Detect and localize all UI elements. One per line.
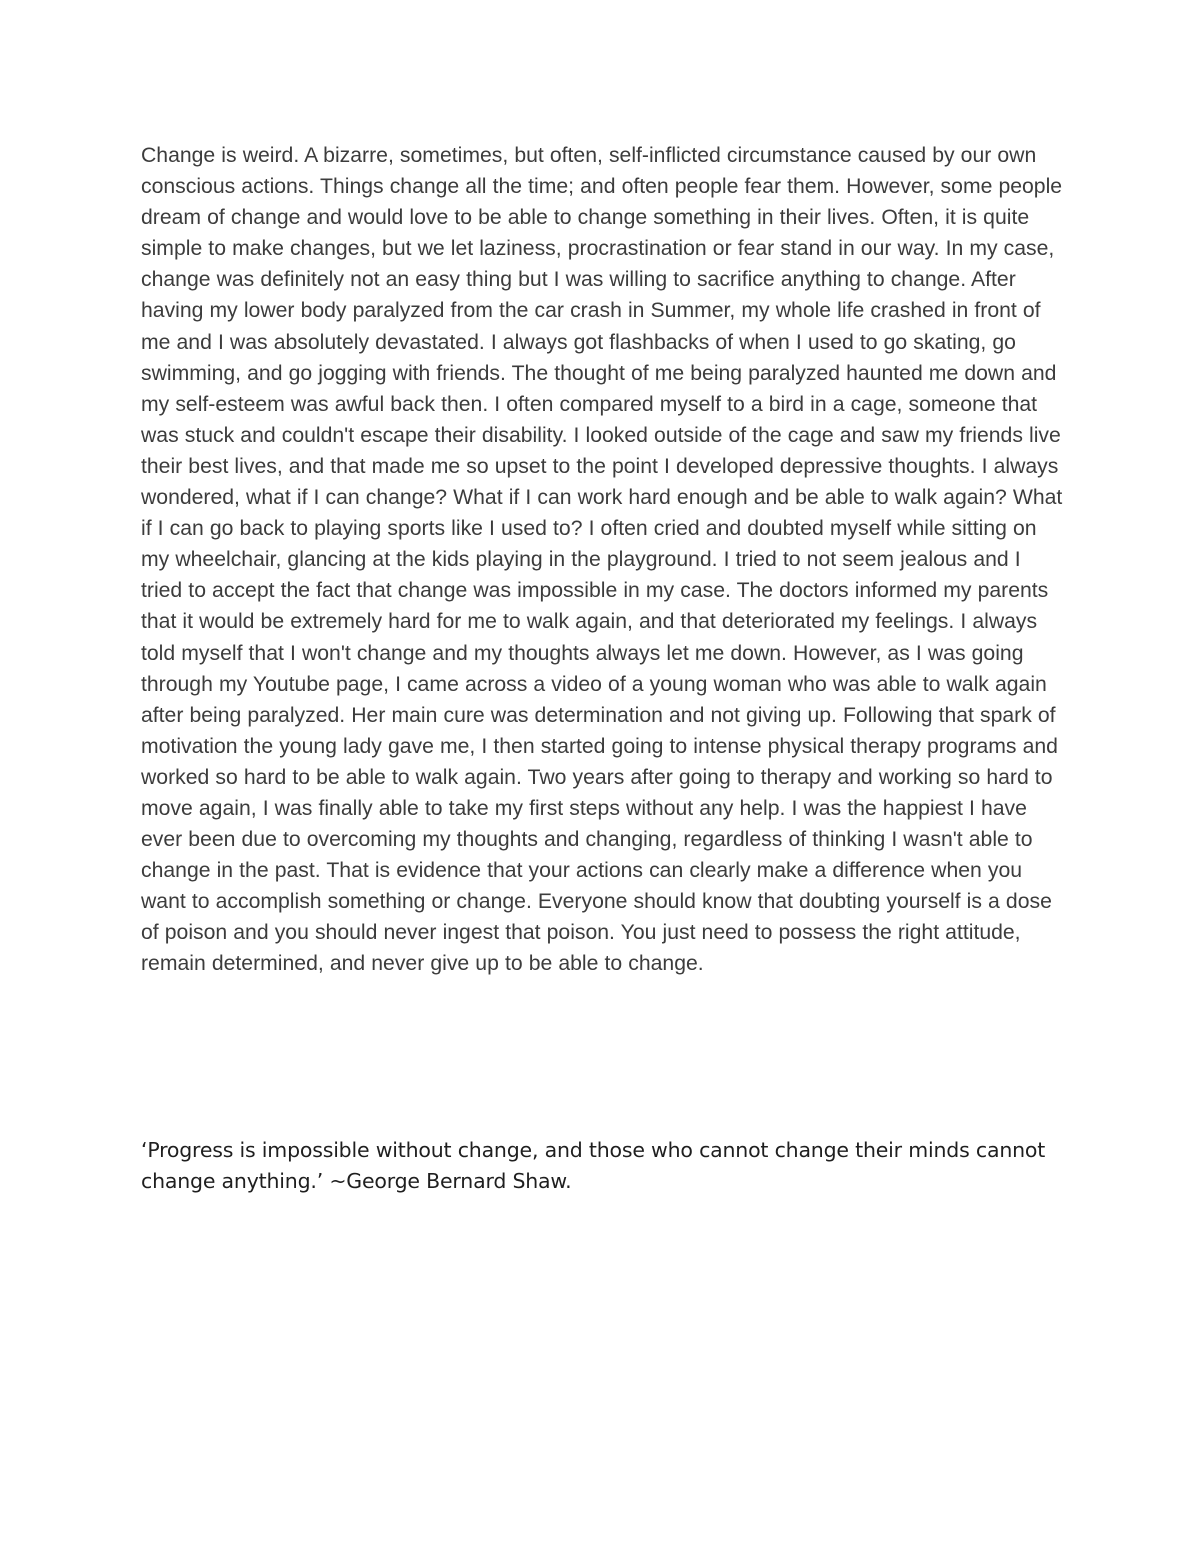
essay-body-paragraph: Change is weird. A bizarre, sometimes, but often, self-inflicted circumstance caused by our own conscious actions. Things change all the time; and often people fear them. However, some people dream of change and would love to be able to change something in their lives. Often, it is quite simple to make changes, but we let laziness, procrastination or fear stand in our way. In my case, change was definitely not an easy thing but I was willing to sacrifice anything to change. After having my lower body paralyzed from the car crash in Summer, my whole life crashed in front of me and I was absolutely devastated. I always got flashbacks of when I used to go skating, go swimming, and go jogging with friends. The thought of me being paralyzed haunted me down and my self-esteem was awful back then. I often compared myself to a bird in a cage, someone that was stuck and couldn't escape their disability. I looked outside of the cage and saw my friends live their best lives, and that made me so upset to the point I developed depressive thoughts. I always wondered, what if I can change? What if I can work hard enough and be able to walk again? What if I can go back to playing sports like I used to? I often cried and doubted myself while sitting on my wheelchair, glancing at the kids playing in the playground. I tried to not seem jealous and I tried to accept the fact that change was impossible in my case. The doctors informed my parents that it would be extremely hard for me to walk again, and that deteriorated my feelings. I always told myself that I won't change and my thoughts always let me down. However, as I was going through my Youtube page, I came across a video of a young woman who was able to walk again after being paralyzed. Her main cure was determination and not giving up. Following that spark of motivation the young lady gave me, I then started going to intense physical therapy programs and worked so hard to be able to walk again. Two years after going to therapy and working so hard to move again, I was finally able to take my first steps without any help. I was the happiest I have ever been due to overcoming my thoughts and changing, regardless of thinking I wasn't able to change in the past. That is evidence that your actions can clearly make a difference when you want to accomplish something or change. Everyone should know that doubting yourself is a dose of poison and you should never ingest that poison. You just need to possess the right attitude, remain determined, and never give up to be able to change. bbox=[141, 144, 1063, 976]
closing-quote: ‘Progress is impossible without change, and those who cannot change their minds cannot change anything.’ ~George Bernard Shaw. bbox=[141, 1138, 1046, 1193]
